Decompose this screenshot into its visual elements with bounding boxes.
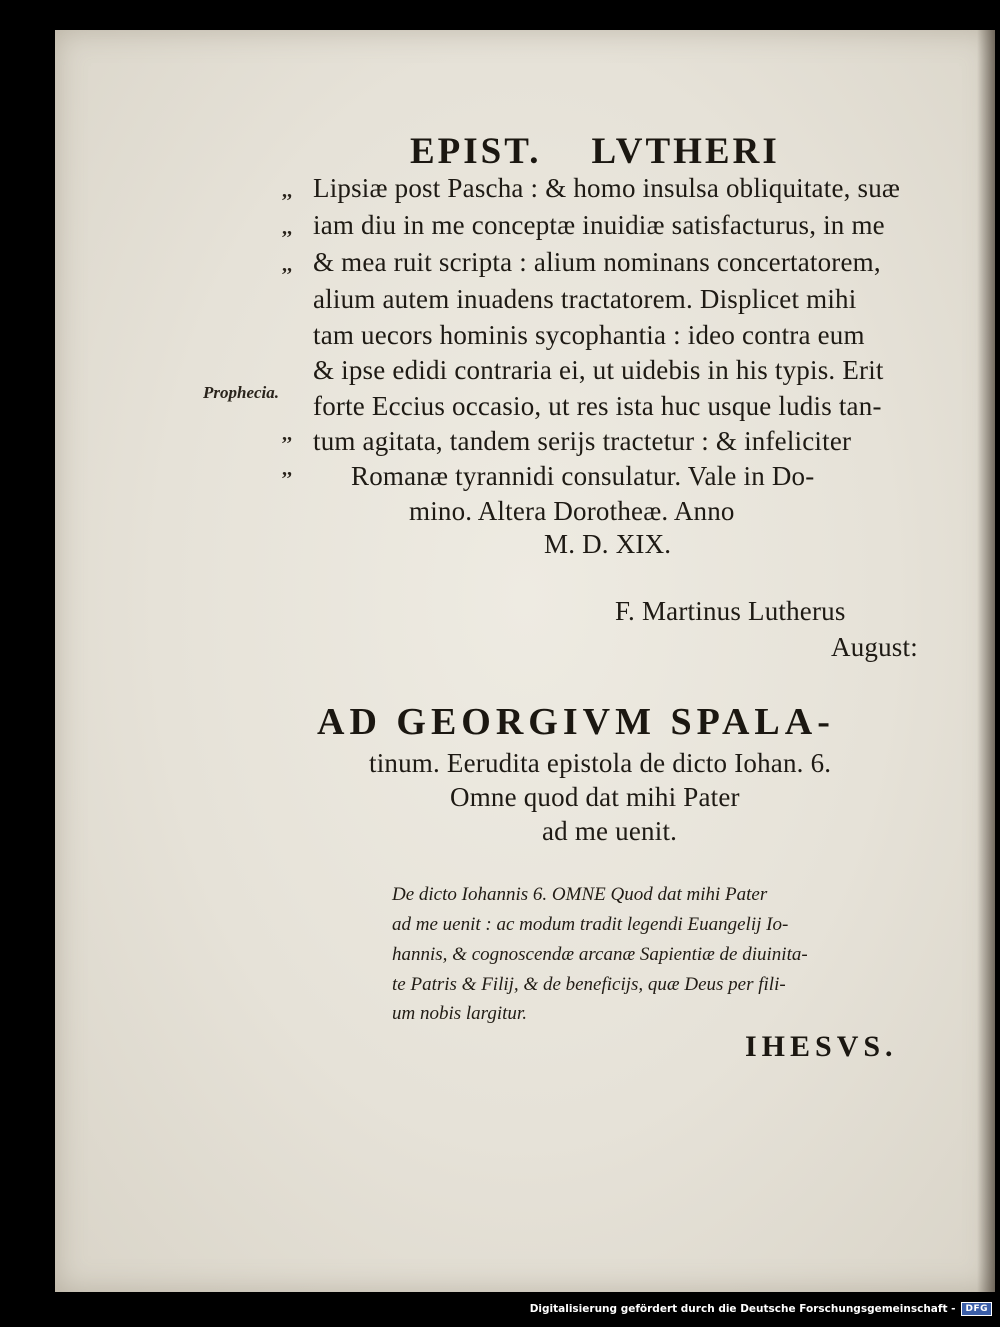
signature-order: August: — [831, 632, 918, 662]
summary-line: um nobis largitur. — [392, 1003, 527, 1024]
book-page — [55, 30, 995, 1292]
letter-line: mino. Altera Dorotheæ. Anno — [409, 496, 735, 526]
closing-word: IHESVS. — [745, 1030, 898, 1063]
summary-line: hannis, & cognoscendæ arcanæ Sapientiæ de diuinita- — [392, 944, 808, 965]
quote-mark: ,, — [282, 217, 292, 239]
running-head-right: LVTHERI — [591, 131, 780, 172]
quote-mark: ,, — [282, 423, 292, 445]
letter-line: iam diu in me conceptæ inuidiæ satisfacturus, in me — [313, 210, 885, 240]
heading-subtitle: ad me uenit. — [542, 816, 678, 846]
letter-line: tam uecors hominis sycophantia : ideo contra eum — [313, 320, 865, 350]
letter-line: alium autem inuadens tractatorem. Displicet mihi — [313, 284, 857, 314]
running-head — [410, 130, 780, 173]
letter-line: Romanæ tyrannidi consulatur. Vale in Do- — [351, 461, 815, 491]
margin-note: Prophecia. — [203, 383, 280, 402]
letter-line: Lipsiæ post Pascha : & homo insulsa obliquitate, suæ — [313, 173, 901, 203]
letter-line: M. D. XIX. — [544, 529, 672, 559]
heading-subtitle: Omne quod dat mihi Pater — [450, 782, 740, 812]
quote-mark: ,, — [282, 254, 292, 276]
letter-line: & ipse edidi contraria ei, ut uidebis in his typis. Erit — [313, 355, 884, 385]
summary-line: De dicto Iohannis 6. OMNE Quod dat mihi Pater — [392, 884, 768, 905]
funding-footer — [530, 1299, 992, 1319]
summary-line: te Patris & Filij, & de beneficijs, quæ Deus per fili- — [392, 974, 786, 995]
letter-line: tum agitata, tandem serijs tractetur : & infeliciter — [313, 426, 852, 456]
spine-shadow — [977, 30, 995, 1292]
letter-line: forte Eccius occasio, ut res ista huc usque ludis tan- — [313, 391, 882, 421]
letter-line: & mea ruit scripta : alium nominans concertatorem, — [313, 247, 881, 277]
running-head-left: EPIST. — [410, 131, 542, 172]
heading-title: AD GEORGIVM SPALA- — [317, 701, 835, 743]
quote-mark: ,, — [282, 458, 292, 480]
signature-name: F. Martinus Lutherus — [615, 596, 846, 626]
footer-text: Digitalisierung gefördert durch die Deutsche Forschungsgemeinschaft - — [529, 1303, 956, 1315]
summary-line: ad me uenit : ac modum tradit legendi Euangelij Io- — [392, 914, 789, 935]
dfg-logo: DFG — [961, 1302, 992, 1316]
heading-subtitle: tinum. Eerudita epistola de dicto Iohan. 6. — [369, 748, 832, 778]
quote-mark: ,, — [282, 180, 292, 202]
